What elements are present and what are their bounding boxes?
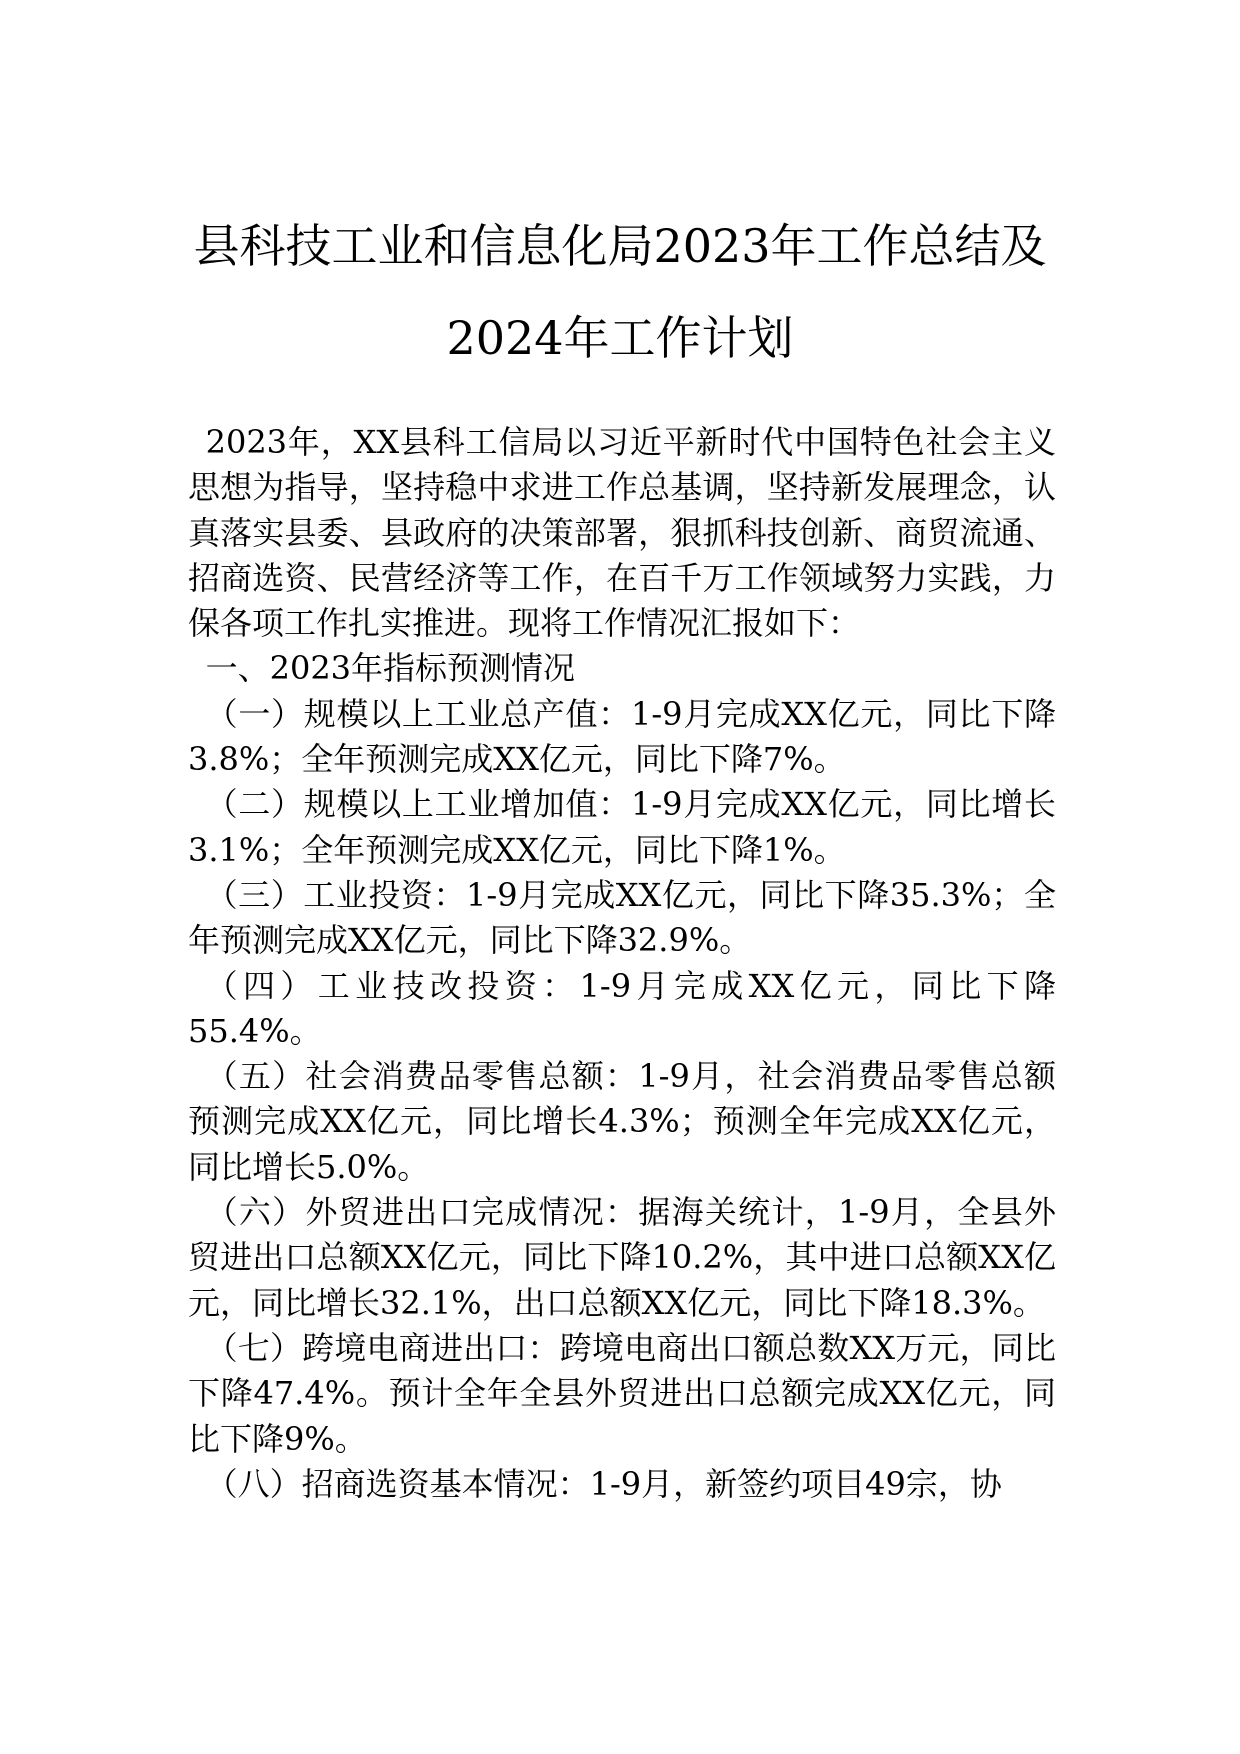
- intro-paragraph: 2023年，XX县科工信局以习近平新时代中国特色社会主义思想为指导，坚持稳中求进工作总基调，坚持新发展理念，认真落实县委、县政府的决策部署，狠抓科技创新、商贸流通、招商选资、民营经济等工作，在百千万工作领域努力实践，力保各项工作扎实推进。现将工作情况汇报如下：: [188, 423, 1056, 643]
- indicator-paragraph-2: （二）规模以上工业增加值：1-9月完成XX亿元，同比增长3.1%；全年预测完成XX亿元，同比下降1%。: [188, 785, 1056, 869]
- indicator-paragraph-8: （八）招商选资基本情况：1-9月，新签约项目49宗，协: [205, 1464, 1002, 1503]
- indicator-paragraph-6: （六）外贸进出口完成情况：据海关统计，1-9月，全县外贸进出口总额XX亿元，同比下降10.2%，其中进口总额XX亿元，同比增长32.1%，出口总额XX亿元，同比下降18.3%。: [188, 1193, 1056, 1322]
- indicator-paragraph-4: （四）工业技改投资：1-9月完成XX亿元，同比下降55.4%。: [188, 966, 1056, 1050]
- document-title-line-2: 2024年工作计划: [446, 311, 794, 365]
- indicator-paragraph-5: （五）社会消费品零售总额：1-9月，社会消费品零售总额预测完成XX亿元，同比增长4.3%；预测全年完成XX亿元，同比增长5.0%。: [188, 1057, 1056, 1186]
- indicator-paragraph-1: （一）规模以上工业总产值：1-9月完成XX亿元，同比下降3.8%；全年预测完成XX亿元，同比下降7%。: [188, 694, 1056, 779]
- indicator-paragraph-3: （三）工业投资：1-9月完成XX亿元，同比下降35.3%；全年预测完成XX亿元，同比下降32.9%。: [188, 875, 1056, 960]
- indicator-paragraph-7: （七）跨境电商进出口：跨境电商出口额总数XX万元，同比下降47.4%。预计全年全县外贸进出口总额完成XX亿元，同比下降9%。: [188, 1328, 1056, 1458]
- section-heading-1: 一、2023年指标预测情况: [205, 649, 576, 688]
- document-body: [188, 420, 1056, 1507]
- document-title-line-1: 县科技工业和信息化局2023年工作总结及: [193, 219, 1047, 273]
